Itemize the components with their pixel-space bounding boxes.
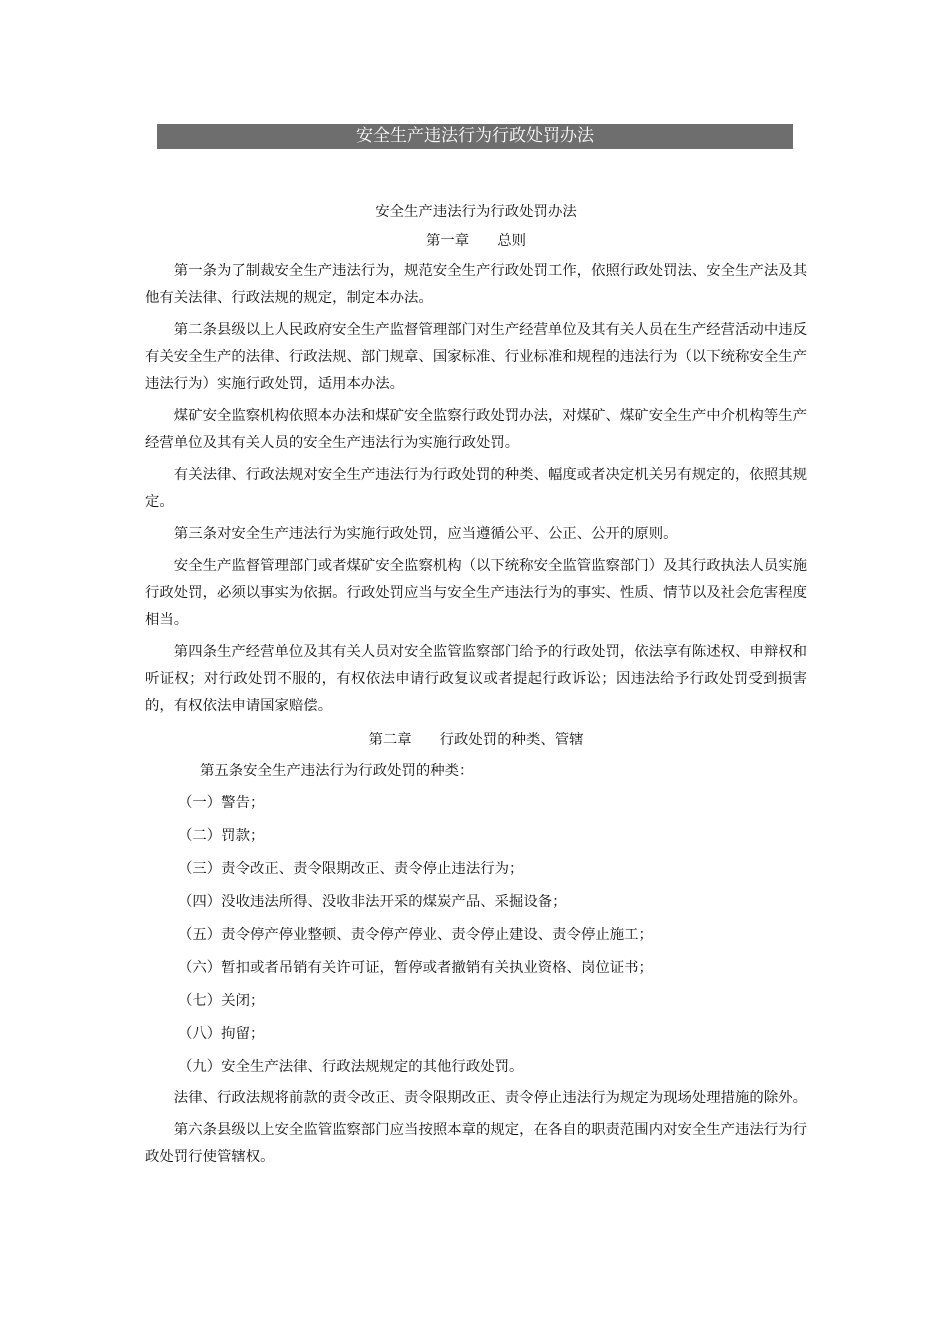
- list-item: （三）责令改正、责令限期改正、责令停止违法行为；: [178, 861, 524, 877]
- banner-title: 安全生产违法行为行政处罚办法: [157, 124, 793, 149]
- paragraph: 第四条生产经营单位及其有关人员对安全监管监察部门给予的行政处罚，依法享有陈述权、申辩权和听证权；对行政处罚不服的，有权依法申请行政复议或者提起行政诉讼；因违法给予行政处罚受到损害的，有权依法申请国家赔偿。: [145, 644, 807, 714]
- chapter-number: 第二章: [368, 732, 412, 748]
- chapter-heading-2: [145, 725, 807, 757]
- chapter-name: 总则: [497, 233, 526, 249]
- paragraph: 有关法律、行政法规对安全生产违法行为行政处罚的种类、幅度或者决定机关另有规定的，依照其规定。: [145, 467, 807, 510]
- chapter-name: 行政处罚的种类、管辖: [439, 732, 584, 748]
- chapter-heading-1: [145, 226, 807, 258]
- document-title: 安全生产违法行为行政处罚办法: [375, 204, 577, 220]
- paragraph: 第三条对安全生产违法行为实施行政处罚，应当遵循公平、公正、公开的原则。: [173, 526, 678, 542]
- list-item: （八）拘留；: [178, 1026, 265, 1042]
- list-item: （六）暂扣或者吊销有关许可证，暂停或者撤销有关执业资格、岗位证书；: [178, 960, 653, 976]
- list-item: （一）警告；: [178, 795, 265, 811]
- paragraph: 第一条为了制裁安全生产违法行为，规范安全生产行政处罚工作，依照行政处罚法、安全生产法及其他有关法律、行政法规的规定，制定本办法。: [145, 263, 807, 306]
- paragraph: 第六条县级以上安全监管监察部门应当按照本章的规定，在各自的职责范围内对安全生产违法行为行政处罚行使管辖权。: [145, 1122, 807, 1165]
- list-item: （七）关闭；: [178, 993, 265, 1009]
- paragraph: 法律、行政法规将前款的责令改正、责令限期改正、责令停止违法行为规定为现场处理措施的除外。: [173, 1090, 807, 1106]
- paragraph: 安全生产监督管理部门或者煤矿安全监察机构（以下统称安全监管监察部门）及其行政执法人员实施行政处罚，必须以事实为依据。行政处罚应当与安全生产违法行为的事实、性质、情节以及社会危害程度相当。: [145, 558, 807, 628]
- paragraph: 煤矿安全监察机构依照本办法和煤矿安全监察行政处罚办法，对煤矿、煤矿安全生产中介机构等生产经营单位及其有关人员的安全生产违法行为实施行政处罚。: [145, 408, 807, 451]
- list-item: （二）罚款；: [178, 828, 265, 844]
- list-item: （四）没收违法所得、没收非法开采的煤炭产品、采掘设备；: [178, 894, 567, 910]
- document-body: [145, 198, 807, 1176]
- article-intro: 第五条安全生产违法行为行政处罚的种类：: [200, 763, 474, 779]
- list-item: （五）责令停产停业整顿、责令停产停业、责令停止建设、责令停止施工；: [178, 927, 653, 943]
- chapter-number: 第一章: [426, 233, 470, 249]
- list-item: （九）安全生产法律、行政法规规定的其他行政处罚。: [178, 1059, 524, 1075]
- paragraph: 第二条县级以上人民政府安全生产监督管理部门对生产经营单位及其有关人员在生产经营活动中违反有关安全生产的法律、行政法规、部门规章、国家标准、行业标准和规程的违法行为（以下统称安全生产违法行为）实施行政处罚，适用本办法。: [145, 322, 807, 392]
